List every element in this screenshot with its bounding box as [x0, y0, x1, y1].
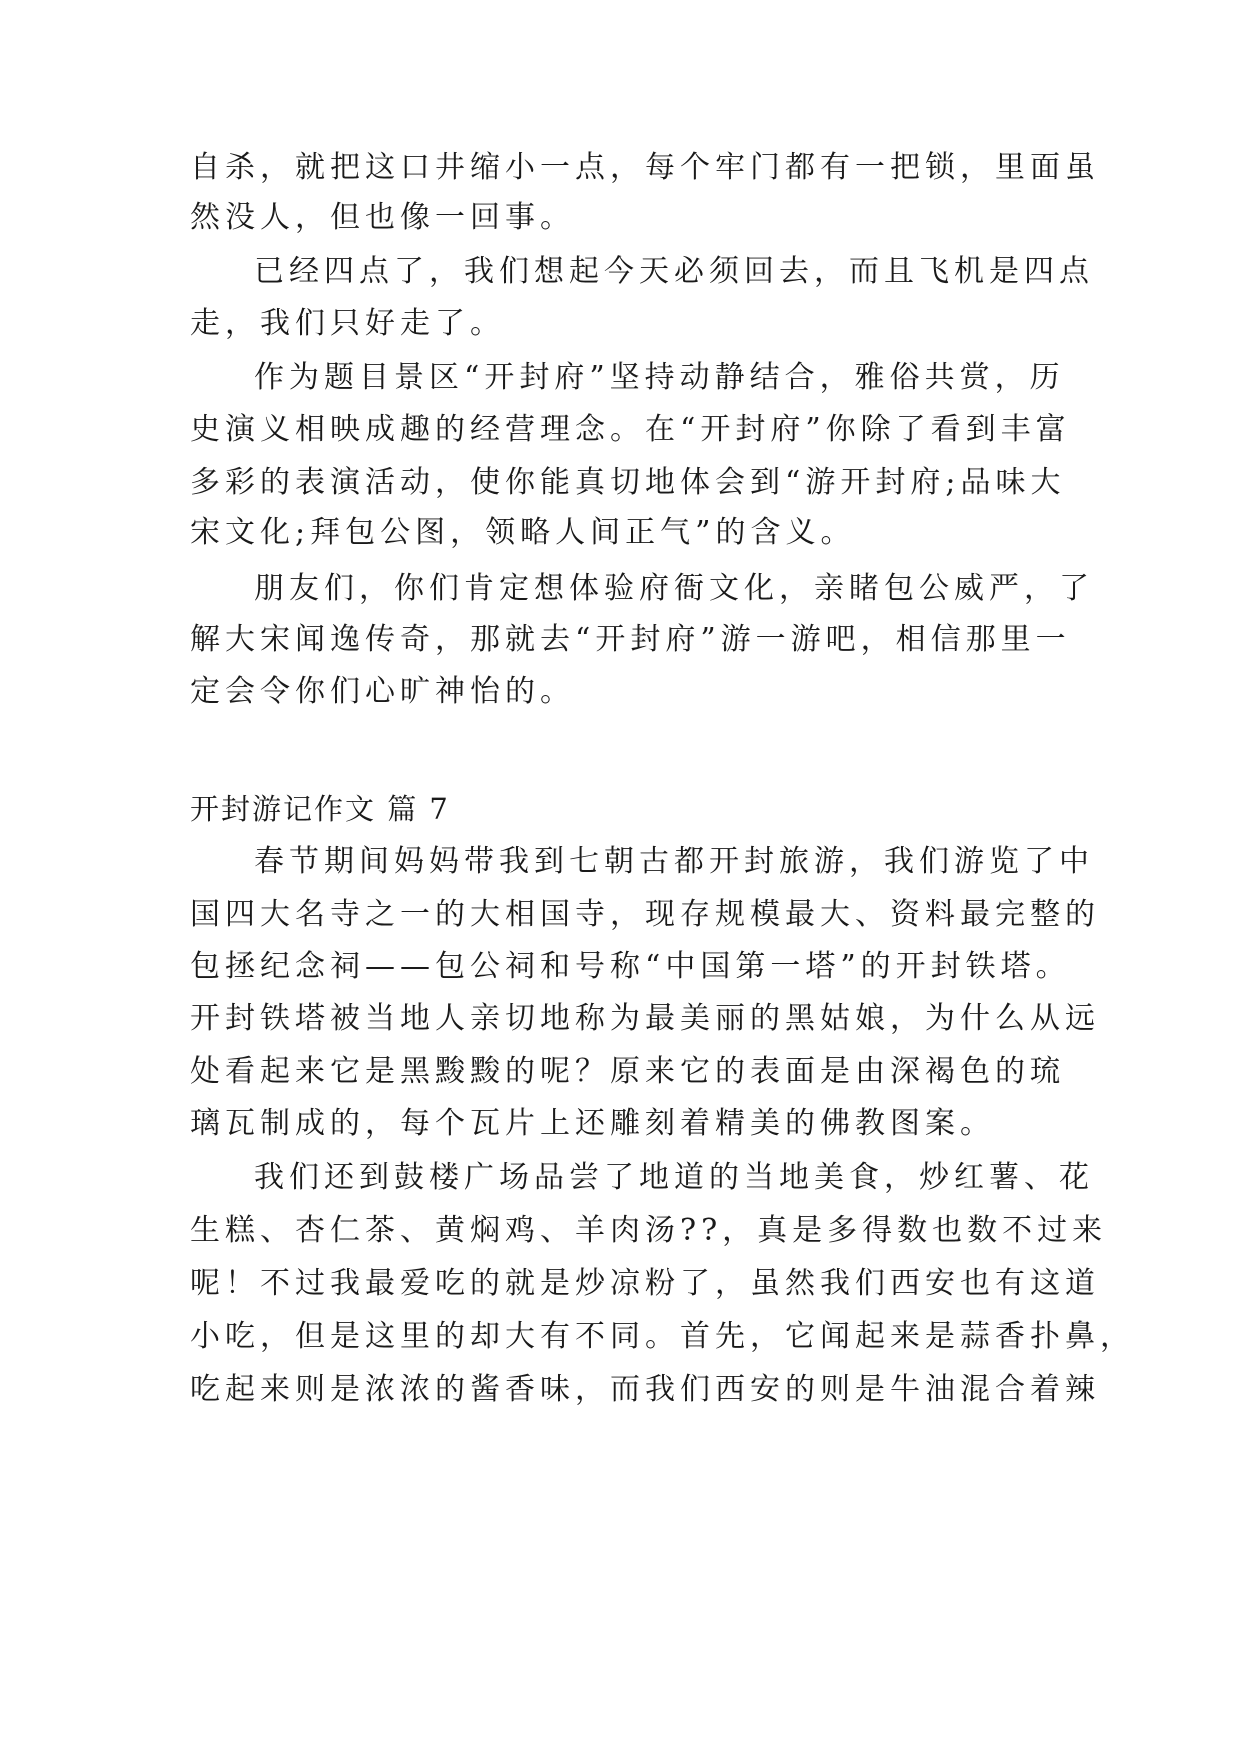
text-line: 开封铁塔被当地人亲切地称为最美丽的黑姑娘，为什么从远: [190, 1001, 1100, 1036]
text-line: 处看起来它是黑黢黢的呢？原来它的表面是由深褐色的琉: [190, 1054, 1065, 1089]
paragraph-start: 已经四点了，我们想起今天必须回去，而且飞机是四点: [254, 254, 1094, 289]
paragraph-start: 朋友们，你们肯定想体验府衙文化，亲睹包公威严，了: [254, 571, 1094, 606]
paragraph-start: 春节期间妈妈带我到七朝古都开封旅游，我们游览了中: [254, 844, 1094, 879]
text-line: 多彩的表演活动，使你能真切地体会到“游开封府;品味大: [190, 465, 1066, 500]
text-line: 璃瓦制成的，每个瓦片上还雕刻着精美的佛教图案。: [190, 1106, 995, 1141]
text-line: 呢！不过我最爱吃的就是炒凉粉了，虽然我们西安也有这道: [190, 1266, 1100, 1301]
text-line: 定会令你们心旷神怡的。: [190, 674, 575, 709]
text-line: 生糕、杏仁茶、黄焖鸡、羊肉汤??，真是多得数也数不过来: [190, 1213, 1108, 1248]
text-line: 解大宋闻逸传奇，那就去“开封府”游一游吧，相信那里一: [190, 622, 1071, 657]
text-line: 然没人，但也像一回事。: [190, 200, 575, 235]
text-line: 走，我们只好走了。: [190, 306, 505, 341]
text-line: 国四大名寺之一的大相国寺，现存规模最大、资料最完整的: [190, 897, 1100, 932]
paragraph-start: 我们还到鼓楼广场品尝了地道的当地美食，炒红薯、花: [254, 1160, 1094, 1195]
text-line: 包拯纪念祠——包公祠和号称“中国第一塔”的开封铁塔。: [190, 949, 1071, 984]
text-line: 宋文化;拜包公图，领略人间正气”的含义。: [190, 515, 856, 550]
section-heading: 开封游记作文 篇 7: [190, 792, 450, 826]
text-line: 自杀，就把这口井缩小一点，每个牢门都有一把锁，里面虽: [190, 150, 1100, 185]
text-line: 史演义相映成趣的经营理念。在“开封府”你除了看到丰富: [190, 412, 1071, 447]
text-line: 小吃，但是这里的却大有不同。首先，它闻起来是蒜香扑鼻，: [190, 1319, 1135, 1354]
paragraph-start: 作为题目景区“开封府”坚持动静结合，雅俗共赏，历: [254, 360, 1065, 395]
text-line: 吃起来则是浓浓的酱香味，而我们西安的则是牛油混合着辣: [190, 1372, 1100, 1407]
